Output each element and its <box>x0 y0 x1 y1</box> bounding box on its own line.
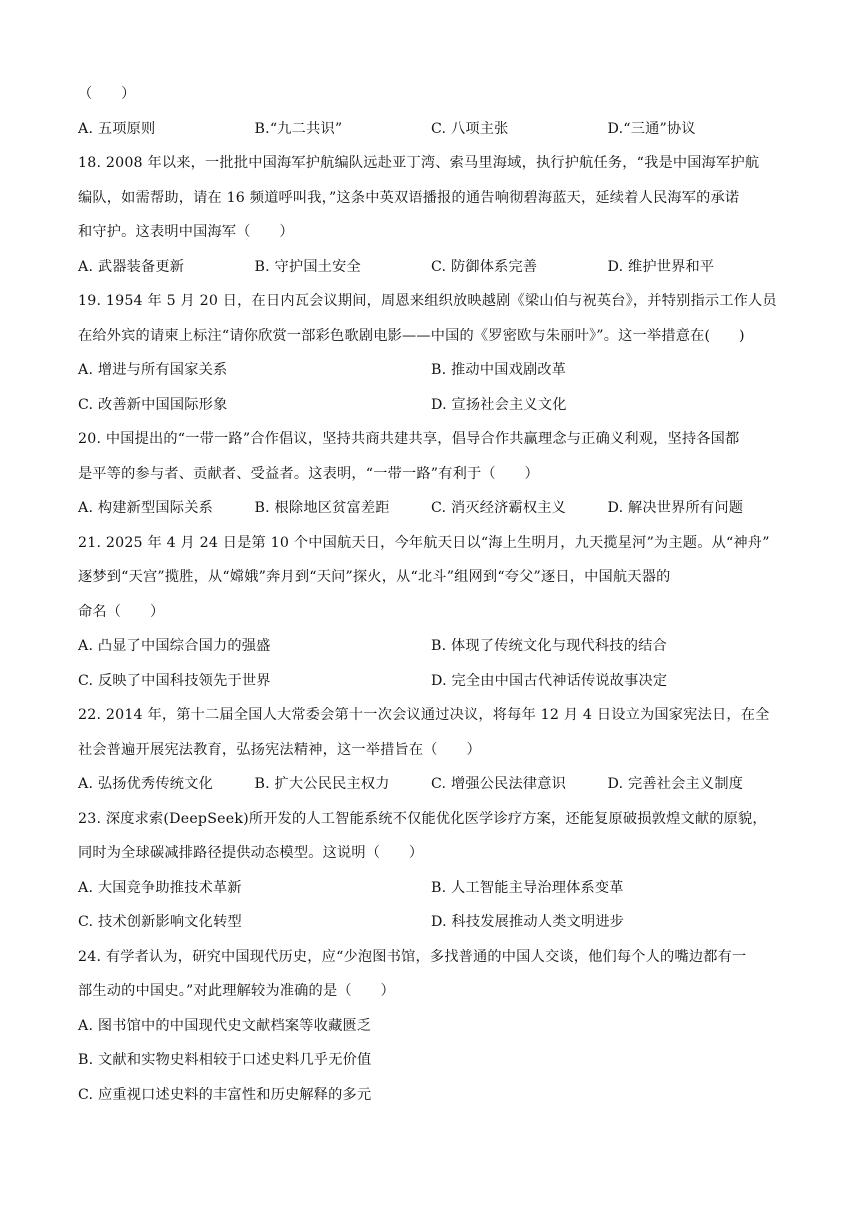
option-c[interactable]: C. 技术创新影响文化转型 <box>78 914 242 930</box>
question-stem-line: 24. 有学者认为，研究中国现代历史，应“少泡图书馆，多找普通的中国人交谈，他们每个人的嘴边都有一 <box>78 948 747 965</box>
option-c[interactable]: C. 反映了中国科技领先于世界 <box>78 672 271 689</box>
question-stem-line: 21. 2025 年 4 月 24 日是第 10 个中国航天日，今年航天日以“海上生明月，九天揽星河”为主题。从“神舟” <box>78 534 770 551</box>
question-18 <box>78 153 784 277</box>
question-17-options <box>78 119 784 139</box>
option-d[interactable]: D. 维护世界和平 <box>607 258 715 275</box>
option-a[interactable]: A. 增进与所有国家关系 <box>78 362 228 378</box>
option-b[interactable]: B. 根除地区贫富差距 <box>254 500 390 516</box>
option-a[interactable]: A. 凸显了中国综合国力的强盛 <box>78 638 271 654</box>
option-b[interactable]: B. 守护国土安全 <box>254 258 361 275</box>
option-b[interactable]: B. 推动中国戏剧改革 <box>431 362 567 378</box>
question-stem-line: 在给外宾的请柬上标注“请你欣赏一部彩色歌剧电影——中国的《罗密欧与朱丽叶》”。这一举措意在( ) <box>78 327 745 344</box>
option-d[interactable]: D.“三通”协议 <box>607 120 696 137</box>
option-c[interactable]: C. 应重视口述史料的丰富性和历史解释的多元 <box>78 1086 372 1103</box>
option-a[interactable]: A. 大国竞争助推技术革新 <box>78 879 242 896</box>
question-24 <box>78 947 784 1120</box>
option-a[interactable]: A. 弘扬优秀传统文化 <box>78 776 213 792</box>
option-d[interactable]: D. 完善社会主义制度 <box>607 776 744 792</box>
question-22 <box>78 705 784 794</box>
option-a[interactable]: A. 武器装备更新 <box>78 258 185 275</box>
question-20-options <box>78 498 784 518</box>
question-22-options <box>78 774 784 794</box>
question-stem-line: 命名（ ） <box>78 603 165 620</box>
question-19 <box>78 291 784 429</box>
question-stem-line: 编队，如需帮助，请在 16 频道呼叫我，”这条中英双语播报的通告响彻碧海蓝天，延续着人民海军的承诺 <box>78 189 740 206</box>
option-c[interactable]: C. 防御体系完善 <box>431 258 538 275</box>
option-a[interactable]: A. 图书馆中的中国现代史文献档案等收藏匮乏 <box>78 1017 372 1034</box>
option-a[interactable]: A. 五项原则 <box>78 120 156 137</box>
option-c[interactable]: C. 八项主张 <box>431 120 509 137</box>
question-21-options <box>78 636 784 705</box>
question-18-options <box>78 257 784 277</box>
option-b[interactable]: B. 人工智能主导治理体系变革 <box>431 879 624 896</box>
question-stem-line: 18. 2008 年以来，一批批中国海军护航编队远赴亚丁湾、索马里海域，执行护航任务，“我是中国海军护航 <box>78 155 760 171</box>
question-19-options <box>78 360 784 429</box>
option-b[interactable]: B. 文献和实物史料相较于口述史料几乎无价值 <box>78 1052 372 1068</box>
question-stem-line: 22. 2014 年，第十二届全国人大常委会第十一次会议通过决议，将每年 12 月 4 日设立为国家宪法日，在全 <box>78 707 770 723</box>
question-21 <box>78 533 784 706</box>
question-stem-line: 同时为全球碳减排路径提供动态模型。这说明（ ） <box>78 845 424 861</box>
question-23 <box>78 809 784 947</box>
question-stem-line: 和守护。这表明中国海军（ ） <box>78 224 294 240</box>
option-b[interactable]: B. 体现了传统文化与现代科技的结合 <box>431 638 667 654</box>
exam-content <box>78 84 784 1119</box>
question-24-options <box>78 1016 784 1120</box>
question-stem-line: 社会普遍开展宪法教育，弘扬宪法精神，这一举措旨在（ ） <box>78 741 481 758</box>
question-stem-line: 19. 1954 年 5 月 20 日，在日内瓦会议期间，周恩来组织放映越剧《梁山伯与祝英台》，并特别指示工作人员 <box>78 293 777 309</box>
question-20 <box>78 429 784 518</box>
question-stem-line: 20. 中国提出的“一带一路”合作倡议，坚持共商共建共享，倡导合作共赢理念与正确义利观，坚持各国都 <box>78 431 740 447</box>
option-c[interactable]: C. 改善新中国国际形象 <box>78 396 228 413</box>
option-d[interactable]: D. 解决世界所有问题 <box>607 500 744 516</box>
option-a[interactable]: A. 构建新型国际关系 <box>78 500 213 516</box>
option-c[interactable]: C. 增强公民法律意识 <box>431 776 567 792</box>
question-stem-line: 是平等的参与者、贡献者、受益者。这表明，“一带一路”有利于（ ） <box>78 465 539 482</box>
option-c[interactable]: C. 消灭经济霸权主义 <box>431 500 567 516</box>
option-d[interactable]: D. 宣扬社会主义文化 <box>431 396 567 413</box>
question-stem-line: 逐梦到“天宫”揽胜，从“嫦娥”奔月到“天问”探火，从“北斗”组网到“夸父”逐日，中国航天器的 <box>78 569 671 585</box>
option-b[interactable]: B. 扩大公民民主权力 <box>254 776 390 792</box>
question-stem-line: 部生动的中国史。”对此理解较为准确的是（ ） <box>78 983 395 999</box>
question-stem-line: 23. 深度求索(DeepSeek)所开发的人工智能系统不仅能优化医学诊疗方案，还能复原破损敦煌文献的原貌， <box>78 810 767 827</box>
option-b[interactable]: B.“九二共识” <box>254 120 343 137</box>
option-d[interactable]: D. 完全由中国古代神话传说故事决定 <box>431 672 668 689</box>
question-23-options <box>78 878 784 947</box>
option-d[interactable]: D. 科技发展推动人类文明进步 <box>431 914 625 930</box>
answer-blank: （ ） <box>78 86 136 102</box>
